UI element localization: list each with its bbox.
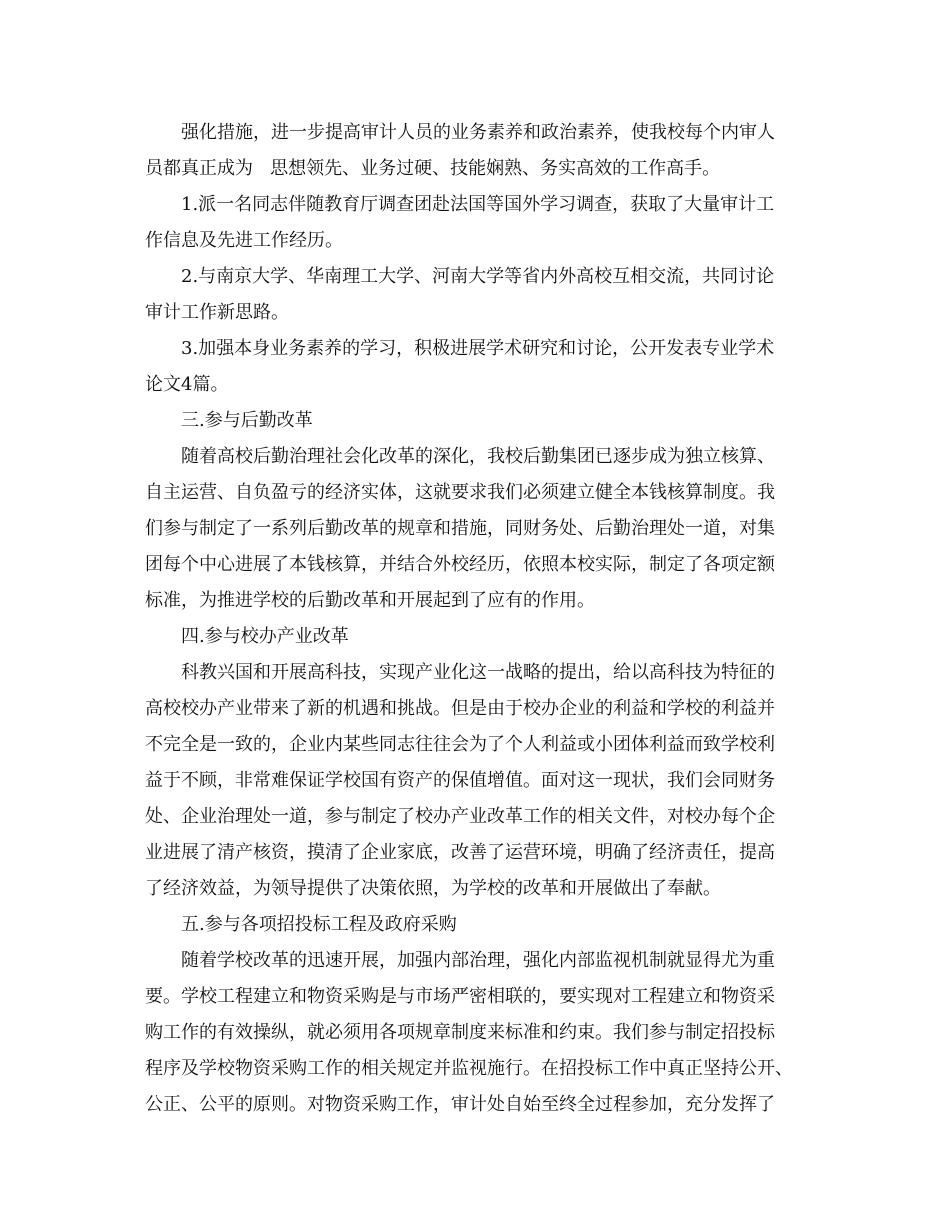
text-line: 购工作的有效操纵，就必须用各项规章制度来标准和约束。我们参与制定招投标: [145, 1022, 775, 1043]
text-line: 自主运营、自负盈亏的经济实体，这就要求我们必须建立健全本钱核算制度。我: [145, 482, 775, 503]
text-line: 随着学校改革的迅速开展，加强内部治理，强化内部监视机制就显得尤为重: [181, 950, 775, 971]
document-body: [145, 115, 805, 1123]
text-line: 公正、公平的原则。对物资采购工作，审计处自始至终全过程参加，充分发挥了: [145, 1094, 775, 1115]
text-line: 3.加强本身业务素养的学习，积极进展学术研究和讨论，公开发表专业学术: [181, 338, 775, 359]
text-line: 作信息及先进工作经历。: [145, 230, 343, 251]
text-line: 强化措施，进一步提高审计人员的业务素养和政治素养，使我校每个内审人: [181, 122, 775, 143]
text-line: 高校校办产业带来了新的机遇和挑战。但是由于校办企业的利益和学校的利益并: [145, 698, 775, 719]
text-line: 科教兴国和开展高科技，实现产业化这一战略的提出，给以高科技为特征的: [181, 662, 775, 683]
text-line: 不完全是一致的，企业内某些同志往往会为了个人利益或小团体利益而致学校利: [145, 734, 775, 755]
text-line: 益于不顾，非常难保证学校国有资产的保值增值。面对这一现状，我们会同财务: [145, 770, 775, 791]
text-line: 三.参与后勤改革: [181, 410, 313, 431]
text-line: 标准，为推进学校的后勤改革和开展起到了应有的作用。: [145, 590, 595, 611]
text-line: 随着高校后勤治理社会化改革的深化，我校后勤集团已逐步成为独立核算、: [181, 446, 775, 467]
text-line: 团每个中心进展了本钱核算，并结合外校经历，依照本校实际，制定了各项定额: [145, 554, 775, 575]
text-line: 2.与南京大学、华南理工大学、河南大学等省内外高校互相交流，共同讨论: [181, 266, 775, 287]
text-line: 五.参与各项招投标工程及政府采购: [181, 914, 457, 935]
text-line: 四.参与校办产业改革: [181, 626, 349, 647]
text-line: 1.派一名同志伴随教育厅调查团赴法国等国外学习调查，获取了大量审计工: [181, 194, 775, 215]
text-line: 业进展了清产核资，摸清了企业家底，改善了运营环境，明确了经济责任，提高: [145, 842, 775, 863]
text-line: 员都真正成为 思想领先、业务过硬、技能娴熟、务实高效的工作高手。: [145, 158, 721, 179]
text-line: 们参与制定了一系列后勤改革的规章和措施，同财务处、后勤治理处一道，对集: [145, 518, 775, 539]
text-line: 了经济效益，为领导提供了决策依照，为学校的改革和开展做出了奉献。: [145, 878, 721, 899]
text-line: 要。学校工程建立和物资采购是与市场严密相联的，要实现对工程建立和物资采: [145, 986, 775, 1007]
text-line: 审计工作新思路。: [145, 302, 289, 323]
text-line: 程序及学校物资采购工作的相关规定并监视施行。在招投标工作中真正坚持公开、: [145, 1058, 793, 1079]
text-line: 论文4篇。: [145, 374, 229, 395]
text-line: 处、企业治理处一道，参与制定了校办产业改革工作的相关文件，对校办每个企: [145, 806, 775, 827]
